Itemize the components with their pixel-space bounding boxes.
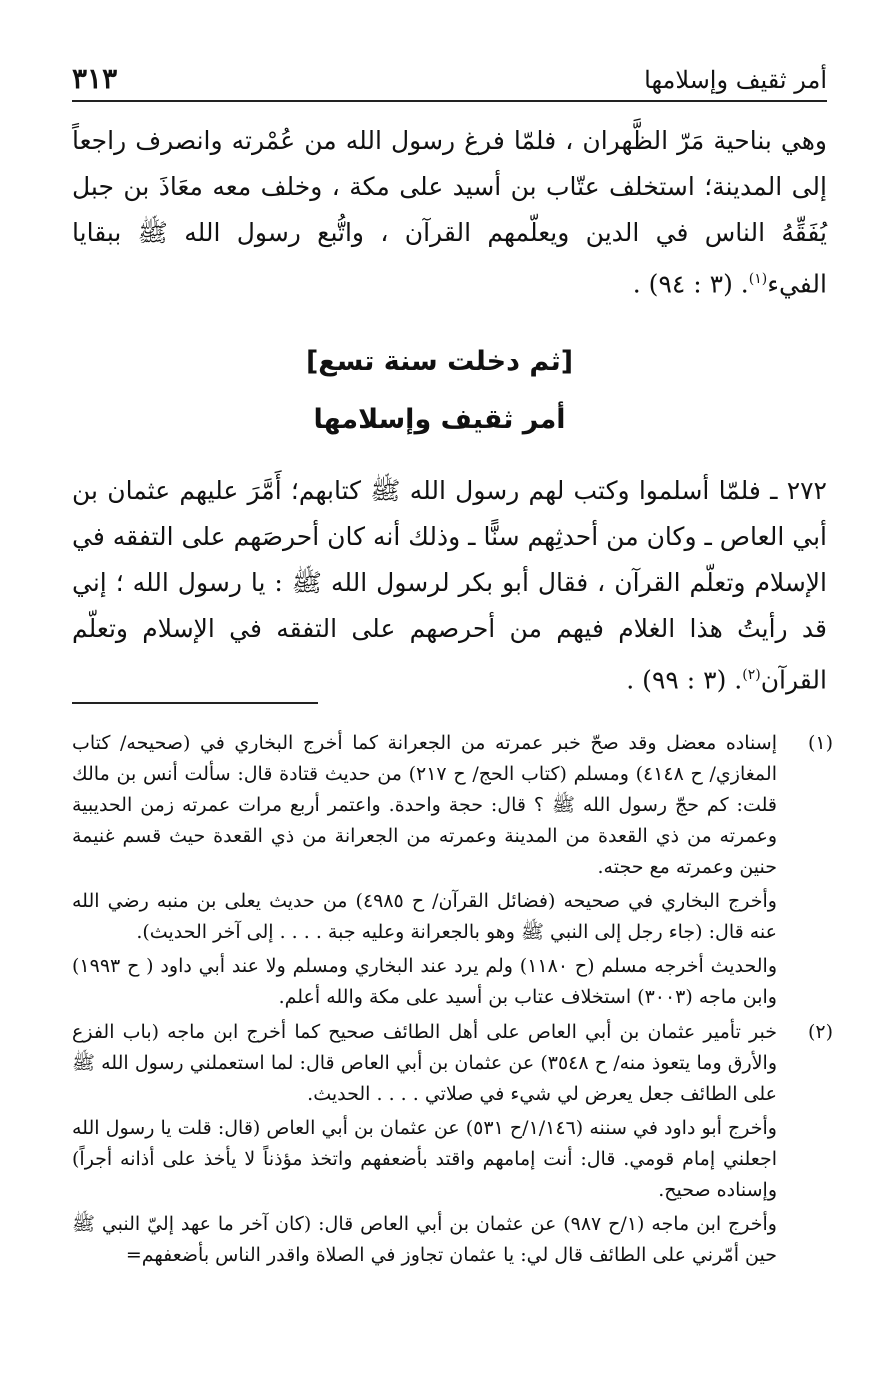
footnote-paragraph: وأخرج أبو داود في سننه (١/١٤٦/ح ٥٣١) عن عثمان بن أبي العاص (قال: قلت يا رسول الله اجعلني إمام قومي. قال: أنت إمامهم واقتد بأضعفهم واتخذ مؤذناً لا يأخذ على أذانه أجراً) وإسناده صحيح. <box>72 1117 777 1201</box>
footnote-number: (١) <box>807 732 833 754</box>
footnotes <box>72 728 833 1275</box>
footnote-paragraph: خبر تأمير عثمان بن أبي العاص على أهل الطائف صحيح كما أخرج ابن ماجه (باب الفزع والأرق وما يتعوذ منه/ ح ٣٥٤٨) عن عثمان بن أبي العاص قال: لما استعملني رسول الله ﷺ على الطائف جعل يعرض لي شيء في صلاتي . . . . الحديث. <box>72 1021 777 1105</box>
paragraph-text: ٢٧٢ ـ فلمّا أسلموا وكتب لهم رسول الله ﷺ كتابهم؛ أَمَّرَ عليهم عثمان بن أبي العاص ـ وكان من أحدثِهم سنًّا ـ وذلك أنه كان أحرصَهم على التفقه في الإسلام وتعلّم القرآن ، فقال أبو بكر لرسول الله ﷺ : يا رسول الله ؛ إني قد رأيتُ هذا الغلام فيهم من أحرصهم على التفقه في الإسلام وتعلّم القرآن <box>72 476 827 695</box>
footnote-paragraph: والحديث أخرجه مسلم (ح ١١٨٠) ولم يرد عند البخاري ومسلم ولا عند أبي داود ( ح ١٩٩٣) وابن ماجه (٣٠٠٣) استخلاف عتاب بن أسيد على مكة والله أعلم. <box>72 955 777 1008</box>
paragraph-continuation <box>72 118 827 307</box>
paragraph-text: وهي بناحية مَرّ الظَّهران ، فلمّا فرغ رسول الله من عُمْرته وانصرف راجعاً إلى المدينة؛ استخلف عتّاب بن أسيد على مكة ، وخلف معه معَاذَ بن جبل يُفَقِّهُ الناس في الدين ويعلّمهم القرآن ، واتُّبع رسول الله ﷺ ببقايا الفيء <box>72 126 827 299</box>
source-ref: . (٣ : ٩٩) . <box>626 665 743 695</box>
page-number: ٣١٣ <box>72 62 118 95</box>
footnote-separator <box>72 702 318 704</box>
footnote-body <box>72 1017 777 1274</box>
footnote-paragraph: إسناده معضل وقد صحّ خبر عمرته من الجعرانة كما أخرج البخاري في (صحيحه/ كتاب المغازي/ ح ٤١٤٨) ومسلم (كتاب الحج/ ح ٢١٧) من حديث قتادة قال: سألت أنس بن مالك قلت: كم حجّ رسول الله ﷺ ؟ قال: حجة واحدة. واعتمر أربع مرات عمرته زمن الحديبية وعمرته من ذي القعدة من المدينة وعمرته من الجعرانة من ذي القعدة حيث قسم غنيمة حنين وعمرته مع حجته. <box>72 732 777 878</box>
running-title: أمر ثقيف وإسلامها <box>644 66 827 94</box>
footnote-ref: (٢) <box>742 667 761 683</box>
footnote-2 <box>72 1017 833 1274</box>
footnote-body <box>72 728 777 1016</box>
chapter-title: أمر ثقيف وإسلامها <box>313 404 566 435</box>
footnote-paragraph: وأخرج البخاري في صحيحه (فضائل القرآن/ ح ٤٩٨٥) من حديث يعلى بن منبه رضي الله عنه قال: (جاء رجل إلى النبي ﷺ وهو بالجعرانة وعليه جبة . . . . إلى آخر الحديث). <box>72 890 777 943</box>
footnote-1 <box>72 728 833 1016</box>
footnote-ref: (١) <box>748 271 768 287</box>
page-header <box>72 58 827 102</box>
paragraph-272 <box>72 468 827 703</box>
year-heading: [ثم دخلت سنة تسع] <box>305 346 574 377</box>
footnote-paragraph: وأخرج ابن ماجه (١/ح ٩٨٧) عن عثمان بن أبي العاص قال: (كان آخر ما عهد إليّ النبي ﷺ حين أمّرني على الطائف قال لي: يا عثمان تجاوز في الصلاة واقدر الناس بأضعفهم= <box>72 1213 777 1266</box>
source-ref: . (٣ : ٩٤) . <box>632 269 749 299</box>
footnote-number: (٢) <box>807 1021 833 1043</box>
